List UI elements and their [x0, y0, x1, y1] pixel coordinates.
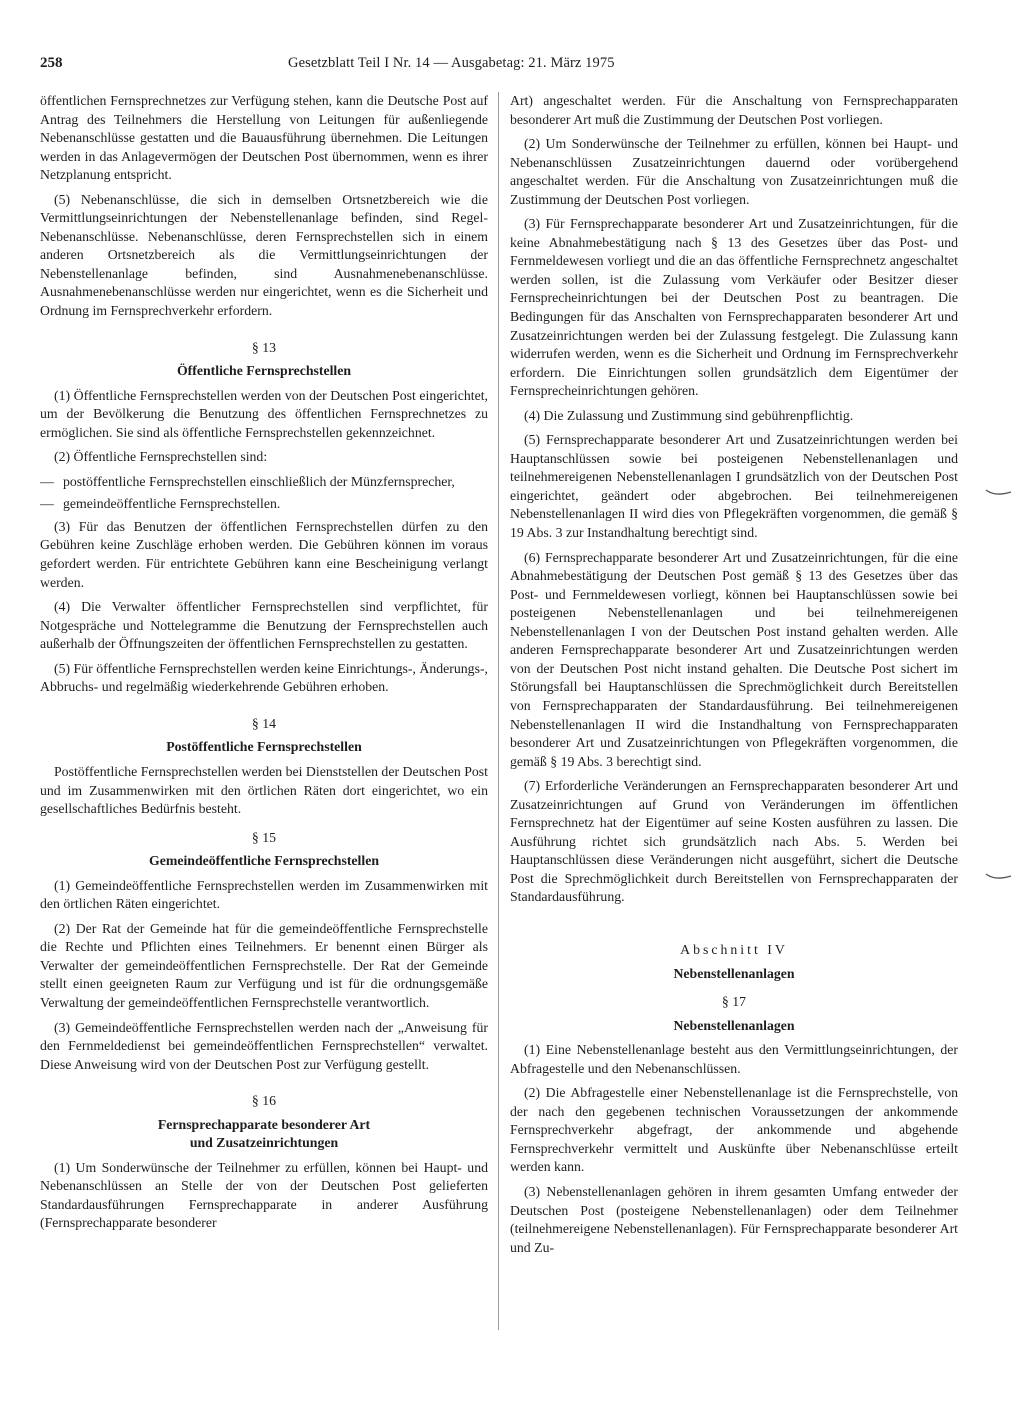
part-title: Nebenstellenanlagen [673, 965, 795, 981]
paragraph: (2) Um Sonderwünsche der Teilnehmer zu erfüllen, können bei Haupt- und Nebenanschlüssen Zusatzeinrichtungen dauernd oder vorübergehend angeschaltet werden. Für die Anschaltung von Zusatzeinrichtungen muß die Zustimmung der Deutschen Post vorliegen. [510, 136, 958, 207]
section-number: § 13 [251, 339, 277, 355]
paragraph: Art) angeschaltet werden. Für die Anschaltung von Fernsprechapparaten besonderer Art muß die Zustimmung der Deutschen Post vorliegen. [510, 93, 958, 127]
column-divider [498, 92, 499, 1330]
section-title: Gemeindeöffentliche Fernsprechstellen [148, 853, 380, 869]
list [40, 473, 488, 514]
section-title: Fernsprechapparate besonderer Art [157, 1116, 371, 1132]
section-number: § 16 [251, 1093, 277, 1109]
paragraph: (3) Für Fernsprechapparate besonderer Art und Zusatzeinrichtungen, für die keine Abnahmebestätigung nach § 13 des Gesetzes über das Post- und Fernmeldewesen vorliegt und die an das öffentliche Fernsprechnetz angeschaltet werden sollen, ist die Zulassung vom Verkäufer oder Besitzer dieser Fernsprecheinrichtungen bei der Deutschen Post zu beantragen. Die Bedingungen für das Anschalten von Fernsprechapparaten besonderer Art und Zusatzeinrichtungen werden bei der Zulassung festgelegt. Die Zulassung kann widerrufen werden, wenn es die Sicherheit und Ordnung im Fernsprechverkehr erfordern. Die Einrichtungen sollen grundsätzlich dem Eigentümer der Fernsprecheinrichtungen gehören. [510, 216, 958, 399]
list-item [40, 473, 488, 492]
paragraph: (1) Gemeindeöffentliche Fernsprechstellen werden im Zusammenwirken mit den örtlichen Räten eingerichtet. [40, 877, 488, 912]
list-item-text: postöffentliche Fernsprechstellen einschließlich der Münzfernsprecher, [63, 473, 455, 489]
right-column [510, 92, 958, 1263]
list-dash: — [40, 496, 54, 512]
section-title: Nebenstellenanlagen [673, 1017, 795, 1033]
section-number: § 17 [721, 994, 747, 1010]
paragraph: öffentlichen Fernsprechnetzes zur Verfügung stehen, kann die Deutsche Post auf Antrag des Teilnehmers die Herstellung von Leitungen für außenliegende Nebenanschlüsse gestatten und die Bauausführung übernehmen. Die Leitungen werden in das Anlagevermögen der Deutschen Post übernommen, wenn es ihrer Netzplanung entspricht. [40, 93, 488, 183]
paragraph: (1) Eine Nebenstellenanlage besteht aus den Vermittlungseinrichtungen, der Abfragestelle und den Nebenanschlüssen. [510, 1042, 958, 1076]
paragraph: (2) Die Abfragestelle einer Nebenstellenanlage ist die Fernsprechstelle, von der nach den gegebenen technischen Voraussetzungen der ankommende Fernsprechverkehr abgefragt, der ankommende und abgehende Fernsprechverkehr vermittelt und Auskünfte über Nebenanschlüsse erteilt werden kann. [510, 1085, 958, 1175]
list-item-text: gemeindeöffentliche Fernsprechstellen. [63, 496, 281, 512]
list-item [40, 495, 488, 514]
left-column [40, 92, 488, 1239]
paragraph: (6) Fernsprechapparate besonderer Art und Zusatzeinrichtungen, für die eine Abnahmebestätigung der Deutschen Post gemäß § 13 des Gesetzes über das Post- und Fernmeldewesen vorliegt, können bei Hauptanschlüssen sowie bei posteigenen Nebenstellenanlagen und bei teilnehmereigenen Nebenstellenanlagen I von der Deutschen Post instand gehalten werden. Alle anderen Fernsprechapparate besonderer Art und Zusatzeinrichtungen werden von der Deutschen Post nicht instand gehalten. Die Deutsche Post sichert im Störungsfall bei Hauptanschlüssen die Sprechmöglichkeit durch Bereitstellen von Fernsprechapparaten der Standardausführung. Bei teilnehmereigenen Nebenstellenanlagen II wird die Instandhaltung von Fernsprechapparaten besonderer Art und Zusatzeinrichtungen von Pflegekräften vorgenommen, die gemäß § 19 Abs. 3 berechtigt sind. [510, 549, 958, 769]
section-number: § 15 [251, 829, 277, 845]
section-number: § 14 [251, 715, 277, 731]
section-title-line-2: und Zusatzeinrichtungen [189, 1135, 339, 1151]
paragraph: (7) Erforderliche Veränderungen an Fernsprechapparaten besonderer Art und Zusatzeinrichtungen auf Grund von Veränderungen im öffentlichen Fernsprechnetz hat der Eigentümer auf seine Kosten ausführen zu lassen. Die Ausführung richtet sich grundsätzlich nach Abs. 5. Werden bei Hauptanschlüssen diese Veränderungen nicht ausgeführt, sichert die Deutsche Post die Sprechmöglichkeit durch Bereitstellen von Fernsprechapparaten der Standardausführung. [510, 778, 958, 905]
paragraph: (3) Für das Benutzen der öffentlichen Fernsprechstellen dürfen zu den Gebühren keine Zuschläge erhoben werden. Die Gebühren können im voraus gefordert werden. Für entrichtete Gebühren kann eine Bescheinigung verlangt werden. [40, 518, 488, 590]
page-header [40, 55, 984, 77]
paragraph: Postöffentliche Fernsprechstellen werden bei Dienststellen der Deutschen Post und im Zusammenwirken mit den örtlichen Räten dort eingerichtet, wo ein gesellschaftliches Bedürfnis besteht. [40, 763, 488, 817]
list-dash: — [40, 473, 54, 489]
paragraph: (1) Öffentliche Fernsprechstellen werden von der Deutschen Post eingerichtet, um der Bevölkerung die Benutzung des öffentlichen Fernsprechnetzes zu ermöglichen. Sie sind als öffentliche Fernsprechstellen gekennzeichnet. [40, 387, 488, 440]
paragraph: (4) Die Verwalter öffentlicher Fernsprechstellen sind verpflichtet, für Notgespräche und Nottelegramme die Benutzung der Fernsprechstellen auch außerhalb der Öffnungszeiten der öffentlichen Fernsprechstellen zu gestatten. [40, 599, 488, 652]
paragraph: (4) Die Zulassung und Zustimmung sind gebührenpflichtig. [524, 407, 854, 423]
part-label: Abschnitt IV [680, 941, 788, 957]
running-title: Gesetzblatt Teil I Nr. 14 — Ausgabetag: 21. März 1975 [288, 55, 615, 71]
page-number: 258 [40, 55, 63, 71]
paragraph: (5) Für öffentliche Fernsprechstellen werden keine Einrichtungs-, Änderungs-, Abbruchs- und regelmäßig wiederkehrende Gebühren erhoben. [40, 660, 488, 695]
paragraph: (5) Fernsprechapparate besonderer Art und Zusatzeinrichtungen werden bei Hauptanschlüssen sowie bei posteigenen Nebenstellenanlagen und teilnehmereigenen Nebenstellenanlagen I grundsätzlich von der Deutschen Post eingerichtet, geändert oder abgebrochen. Bei teilnehmereigenen Nebenstellenanlagen II wird dies von Pflegekräften vorgenommen, die gemäß § 19 Abs. 3 zur Instandhaltung berechtigt sind. [510, 432, 958, 541]
paragraph: (2) Öffentliche Fernsprechstellen sind: [54, 449, 268, 465]
paragraph: (5) Nebenanschlüsse, die sich in demselben Ortsnetzbereich wie die Vermittlungseinrichtungen der Nebenstellenanlage befinden, sind Regel-Nebenanschlüsse. Nebenanschlüsse, deren Fernsprechstellen sich in einem anderen Ortsnetzbereich als die Vermittlungseinrichtungen der Nebenstellenanlage befinden, sind Ausnahmenebenanschlüsse. Ausnahmenebenanschlüsse werden nur eingerichtet, wenn es die Sicherheit und Ordnung im Fernsprechverkehr erfordern. [40, 191, 488, 319]
paragraph: (2) Der Rat der Gemeinde hat für die gemeindeöffentliche Fernsprechstelle die Rechte und Pflichten eines Teilnehmers. Er benennt einen Bürger als Verwalter der gemeindeöffentlichen Fernsprechstelle. Der Rat der Gemeinde stellt einen geeigneten Raum zur Verfügung und ist für die ordnungsgemäße Verwaltung der gemeindeöffentlichen Fernsprechstelle verantwortlich. [40, 920, 488, 1010]
margin-mark [985, 488, 1013, 498]
paragraph: (3) Gemeindeöffentliche Fernsprechstellen werden nach der „Anweisung für den Fernmeldedienst bei gemeindeöffentlichen Fernsprechstellen“ verwaltet. Diese Anweisung wird von der Deutschen Post zur Verfügung gestellt. [40, 1019, 488, 1072]
section-title: Postöffentliche Fernsprechstellen [166, 739, 362, 755]
margin-mark [985, 872, 1013, 882]
paragraph: (1) Um Sonderwünsche der Teilnehmer zu erfüllen, können bei Haupt- und Nebenanschlüssen an Stelle der von der Deutschen Post gelieferten Standardausführungen Fernsprechapparate in anderer Ausführung (Fernsprechapparate besonderer [40, 1159, 488, 1231]
section-title: Öffentliche Fernsprechstellen [176, 363, 352, 379]
paragraph: (3) Nebenstellenanlagen gehören in ihrem gesamten Umfang entweder der Deutschen Post (posteigene Nebenstellenanlagen) oder dem Teilnehmer (teilnehmereigene Nebenstellenanlagen). Für Fernsprechapparate besonderer Art und Zu- [510, 1183, 958, 1255]
